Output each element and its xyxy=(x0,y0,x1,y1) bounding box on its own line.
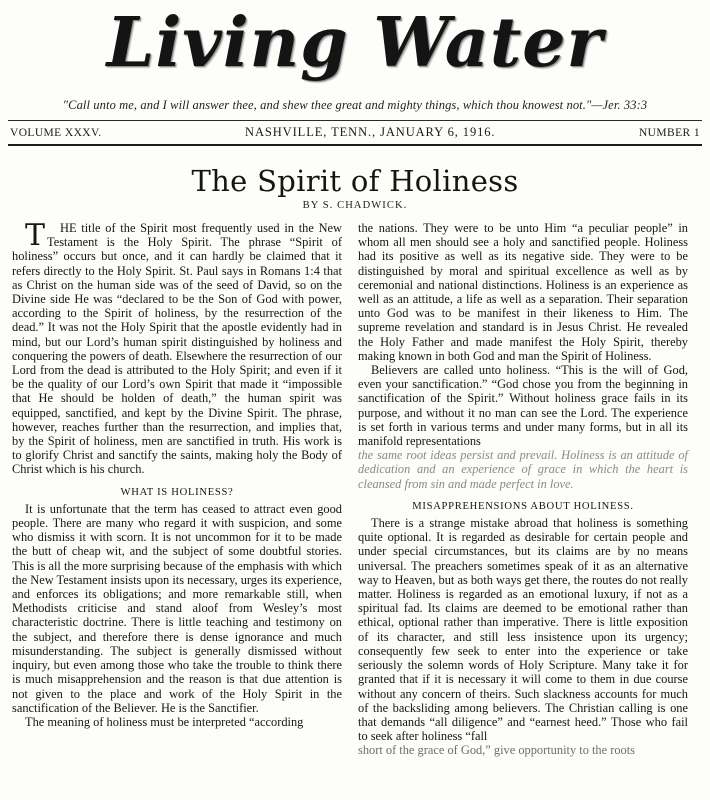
paragraph-left-1-text: HE title of the Spirit most frequently used in the New Testament is the Holy Spirit. The phrase “Spirit of holiness” occurs but once, and it can hardly be claimed that it refers directly to the Holy Spirit. St. Paul says in Romans 1:4 that as Christ on the human side was of the seed of David, so on the Divine side He was “declared to be the Son of God with power, according to the Spirit of holiness, by the resurrection of the dead.” It was not the Holy Spirit that the apostle evidently had in mind, but our Lord’s human spirit distinguished by holiness and conquering the powers of death. Elsewhere the resurrection of our Lord from the dead is attributed to the Holy Spirit; and even if it be the quality of our Lord’s own Spirit that made it “impossible that He should be holden of death,” the human spirit was equipped, sanctified, and kept by the Divine Spirit. The phrase, however, reaches further than the resurrection, and implies that, by the Spirit of holiness, men are sanctified in truth. His work is to glorify Christ and sanctify the saints, making holy the Body of Christ which is his church. xyxy=(12,221,342,477)
article-byline: BY S. CHADWICK. xyxy=(302,200,408,211)
subhead-misapprehensions: MISAPPREHENSIONS ABOUT HOLINESS. xyxy=(412,500,634,512)
paragraph-left-2: It is unfortunate that the term has ceased to attract even good people. There are many who regard it with suspicion, and some who dismiss it with scorn. It is not uncommon for it to be made the butt of cheap wit, and the subject of some doubtful stories. This is all the more surprising because of the emphasis with which the New Testament insists upon its necessary, urges its experience, and enforces its obligations; and more remarkable still, when Methodists criticise and stand aloof from Wesley’s most characteristic doctrine. There is little teaching and testimony on the subject, and therefore there is dense ignorance and much misunderstanding. The subject is generally dismissed without inquiry, but even among those who take the trouble to think there is much misapprehension and the reason is that due attention is not given to the place and work of the Holy Spirit in the sanctification of the Believer. He is the Sanctifier. xyxy=(12,501,343,715)
place-date-label: NASHVILLE, TENN., JANUARY 6, 1916. xyxy=(245,125,496,139)
divider-rule-heavy xyxy=(8,144,702,146)
masthead xyxy=(0,0,710,96)
column-right xyxy=(358,221,688,758)
masthead-motto: "Call unto me, and I will answer thee, and shew thee great and mighty things, which thou knowest not."—Jer. 33:3 xyxy=(62,98,648,112)
paragraph-left-3: The meaning of holiness must be interpreted “according xyxy=(25,714,304,729)
subhead-what-is-holiness: WHAT IS HOLINESS? xyxy=(120,486,234,498)
volume-label: VOLUME XXXV. xyxy=(10,127,102,139)
paragraph-right-1: the nations. They were to be unto Him “a peculiar people” in whom all men should see a holy and sanctified people. Holiness had its positive as well as its negative side. They were to be distinguished by moral and spiritual excellence as well as by ceremonial and national distinctions. Holiness is an experience as well as an attitude, a life as well as a separation. Their separation unto God was to be manifest in their likeness to Him. The supreme revelation and standard is in Jesus Christ. He revealed the Holy Father and made manifest the Holy Spirit, thereby making known in both God and man the Spirit of Holiness. xyxy=(358,221,688,363)
issue-line xyxy=(0,121,710,144)
publication-title: Living Water xyxy=(106,3,604,83)
drop-cap: T xyxy=(25,218,46,253)
column-left xyxy=(12,218,343,758)
paragraph-right-3: There is a strange mistake abroad that holiness is something quite optional. It is regarded as desirable for certain people and under special circumstances, but its claims are by no means universal. The preachers sometimes speak of it as an alternative way to Heaven, but as both ways get there, the routes do not really matter. Holiness is regarded as an emotional luxury, if not as a spiritual fad. Its claims are deemed to be emotional rather than ethical, optional rather than imperative. There is little exposition of its character, and still less insistence upon its urgency; consequently few seek to enter into the experience or take seriously the solemn words of Holy Scripture. Many take it for granted that if it is necessary it will come to them in due course without any concern of theirs. Such slackness accounts for much of the backsliding among believers. The Christian calling is one that demands “all diligence” and “earnest heed.” Those who fail to seek after holiness “fall xyxy=(358,516,688,744)
paragraph-left-1 xyxy=(12,218,342,477)
paragraph-right-2-faded: the same root ideas persist and prevail. Holiness is an attitude of dedication and an experience of grace in which the heart is cleansed from sin and made perfect in love. xyxy=(358,448,688,491)
paragraph-right-3-faded: short of the grace of God,” give opportunity to the roots xyxy=(358,743,636,758)
number-label: NUMBER 1 xyxy=(638,127,700,139)
article-title: The Spirit of Holiness xyxy=(191,164,519,198)
article-body xyxy=(0,218,710,758)
paragraph-right-2: Believers are called unto holiness. “This is the will of God, even your sanctification.” “God chose you from the beginning in sanctification of the Spirit.” Without holiness grace fails in its purpose, and without it no man can see the Lord. The experience is set forth in various terms and under many forms, but in all its manifold representations xyxy=(358,363,688,449)
